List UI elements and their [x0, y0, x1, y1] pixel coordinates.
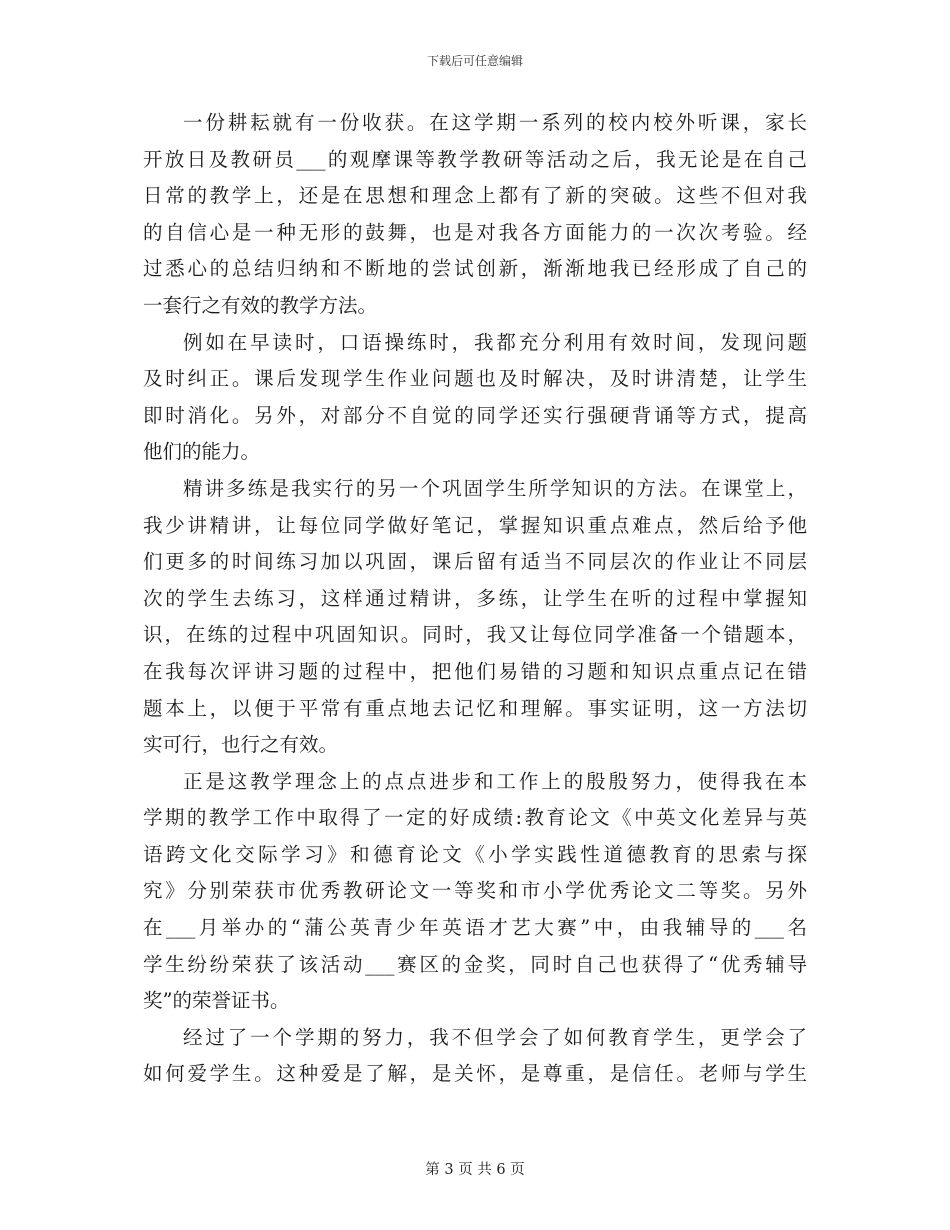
text-line: 们更多的时间练习加以巩固，课后留有适当不同层次的作业让不同层 [143, 550, 807, 574]
text-line: 次的学生去练习，这样通过精讲，多练，让学生在听的过程中掌握知 [143, 586, 807, 610]
document-body [143, 105, 807, 1093]
text-line: 例如在早读时，口语操练时，我都充分利用有效时间，发现问题 [183, 330, 807, 354]
paragraph [143, 325, 807, 471]
text-line: 开放日及教研员___的观摩课等教学教研等活动之后，我无论是在自己 [143, 147, 807, 171]
paragraph [143, 471, 807, 764]
text-line: 过悉心的总结归纳和不断地的尝试创新，渐渐地我已经形成了自己的 [143, 257, 807, 281]
text-line: 学期的教学工作中取得了一定的好成绩:教育论文《中英文化差异与英 [143, 806, 807, 830]
text-line: 精讲多练是我实行的另一个巩固学生所学知识的方法。在课堂上， [183, 476, 807, 500]
text-line: 日常的教学上，还是在思想和理念上都有了新的突破。这些不但对我 [143, 184, 807, 208]
text-line: 一套行之有效的教学方法。 [143, 293, 378, 317]
text-line: 实可行，也行之有效。 [143, 733, 339, 757]
paragraph [143, 1020, 807, 1093]
text-line: 如何爱学生。这种爱是了解，是关怀，是尊重，是信任。老师与学生 [143, 1062, 807, 1086]
text-line: 识，在练的过程中巩固知识。同时，我又让每位同学准备一个错题本， [143, 623, 807, 647]
text-line: 经过了一个学期的努力，我不但学会了如何教育学生，更学会了 [183, 1025, 807, 1049]
text-line: 及时纠正。课后发现学生作业问题也及时解决，及时讲清楚，让学生 [143, 367, 807, 391]
text-line: 奖”的荣誉证书。 [143, 989, 290, 1013]
text-line: 语跨文化交际学习》和德育论文《小学实践性道德教育的思索与探 [143, 842, 807, 866]
text-line: 他们的能力。 [143, 440, 261, 464]
page-number: 第 3 页 共 6 页 [425, 1162, 525, 1178]
text-line: 在我每次评讲习题的过程中，把他们易错的习题和知识点重点记在错 [143, 659, 807, 683]
text-line: 题本上，以便于平常有重点地去记忆和理解。事实证明，这一方法切 [143, 696, 807, 720]
text-line: 学生纷纷荣获了该活动___赛区的金奖，同时自己也获得了“优秀辅导 [143, 952, 807, 976]
text-line: 究》分别荣获市优秀教研论文一等奖和市小学优秀论文二等奖。另外 [143, 879, 807, 903]
text-line: 即时消化。另外，对部分不自觉的同学还实行强硬背诵等方式，提高 [143, 403, 807, 427]
text-line: 我少讲精讲，让每位同学做好笔记，掌握知识重点难点，然后给予他 [143, 513, 807, 537]
text-line: 的自信心是一种无形的鼓舞，也是对我各方面能力的一次次考验。经 [143, 220, 807, 244]
text-line: 一份耕耘就有一份收获。在这学期一系列的校内校外听课，家长 [183, 111, 807, 134]
paragraph [143, 764, 807, 1020]
page-header: 下载后可任意编辑 [426, 54, 523, 68]
text-line: 正是这教学理念上的点点进步和工作上的殷殷努力，使得我在本 [183, 769, 807, 793]
paragraph [143, 105, 807, 325]
text-line: 在___月举办的“蒲公英青少年英语才艺大赛”中，由我辅导的___名 [143, 916, 807, 940]
